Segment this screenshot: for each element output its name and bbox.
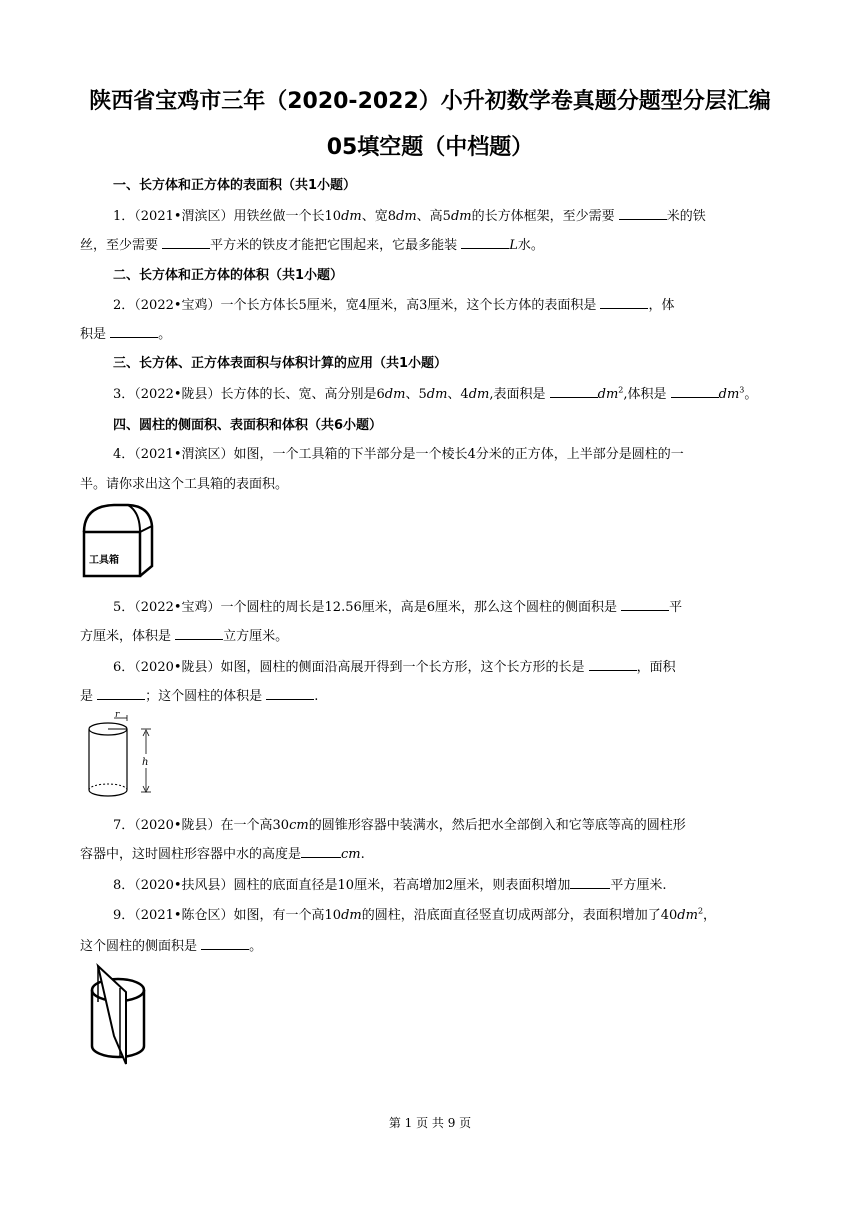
answer-blank[interactable] [461, 236, 509, 249]
question-2-line-1: 2．（2022•宝鸡）一个长方体长5厘米，宽4厘米，高3厘米，这个长方体的表面积是 ，体 [113, 298, 675, 313]
answer-blank[interactable] [162, 236, 210, 249]
question-5-line-2: 方厘米，体积是 立方厘米。 [80, 629, 289, 644]
answer-blank[interactable] [201, 937, 249, 950]
question-4-line-2: 半。请你求出这个工具箱的表面积。 [80, 477, 289, 492]
answer-blank[interactable] [175, 627, 223, 640]
toolbox-label: 工具箱 [89, 555, 119, 566]
answer-blank[interactable] [301, 845, 341, 858]
question-1-line-2: 丝，至少需要 平方米的铁皮才能把它围起来，它最多能装 L水。 [80, 238, 544, 253]
answer-blank[interactable] [97, 687, 145, 700]
page-footer: 第 1 页 共 9 页 [388, 1116, 472, 1130]
question-5-line-1: 5．（2022•宝鸡）一个圆柱的周长是12.56厘米，高是6厘米，那么这个圆柱的侧面积是 平 [113, 600, 683, 615]
answer-blank[interactable] [600, 296, 648, 309]
question-7-line-2: 容器中，这时圆柱形容器中水的高度是 cm. [80, 847, 365, 862]
section-heading-2: 二、长方体和正方体的体积（共1小题） [113, 268, 344, 283]
question-6-line-2: 是 ；这个圆柱的体积是 . [80, 689, 319, 704]
radius-label: r [115, 710, 120, 720]
question-2-line-2: 积是 。 [80, 327, 172, 342]
answer-blank[interactable] [550, 385, 598, 398]
cylinder-figure [84, 710, 164, 802]
answer-blank[interactable] [671, 385, 719, 398]
answer-blank[interactable] [110, 325, 158, 338]
question-7-line-1: 7．（2020•陇县）在一个高30cm的圆锥形容器中装满水，然后把水全部倒入和它等底等高的圆柱形 [113, 818, 686, 833]
section-heading-3: 三、长方体、正方体表面积与体积计算的应用（共1小题） [113, 356, 448, 371]
page-title: 陕西省宝鸡市三年（2020-2022）小升初数学卷真题分题型分层汇编 [89, 89, 771, 114]
answer-blank[interactable] [621, 598, 669, 611]
question-6-line-1: 6．（2020•陇县）如图，圆柱的侧面沿高展开得到一个长方形，这个长方形的长是 ，面积 [113, 660, 676, 675]
section-heading-4: 四、圆柱的侧面积、表面积和体积（共6小题） [113, 418, 383, 433]
question-9-line-2: 这个圆柱的侧面积是 。 [80, 939, 263, 954]
height-label: h [142, 757, 149, 768]
section-heading-1: 一、长方体和正方体的表面积（共1小题） [113, 178, 357, 193]
question-3: 3．（2022•陇县）长方体的长、宽、高分别是6dm、5dm、4dm,表面积是 $dm^2$,体积是 $dm^3$。 [113, 385, 758, 402]
answer-blank[interactable] [266, 687, 314, 700]
answer-blank[interactable] [570, 876, 610, 889]
toolbox-figure [78, 500, 158, 580]
question-9-line-1: 9．（2021•陈仓区）如图，有一个高10dm的圆柱，沿底面直径竖直切成两部分，表面积增加了$40dm^2$， [113, 906, 717, 923]
question-1-line-1: 1．（2021•渭滨区）用铁丝做一个长10dm、宽8dm、高5dm的长方体框架，至少需要 米的铁 [113, 209, 706, 224]
cut-cylinder-figure [84, 962, 160, 1068]
question-4-line-1: 4．（2021•渭滨区）如图，一个工具箱的下半部分是一个棱长4分米的正方体，上半部分是圆柱的一 [113, 447, 684, 462]
question-8: 8．（2020•扶风县）圆柱的底面直径是10厘米，若高增加2厘米，则表面积增加 平方厘米. [113, 878, 667, 893]
answer-blank[interactable] [619, 207, 667, 220]
page-subtitle: 05填空题（中档题） [326, 135, 534, 160]
answer-blank[interactable] [589, 658, 637, 671]
